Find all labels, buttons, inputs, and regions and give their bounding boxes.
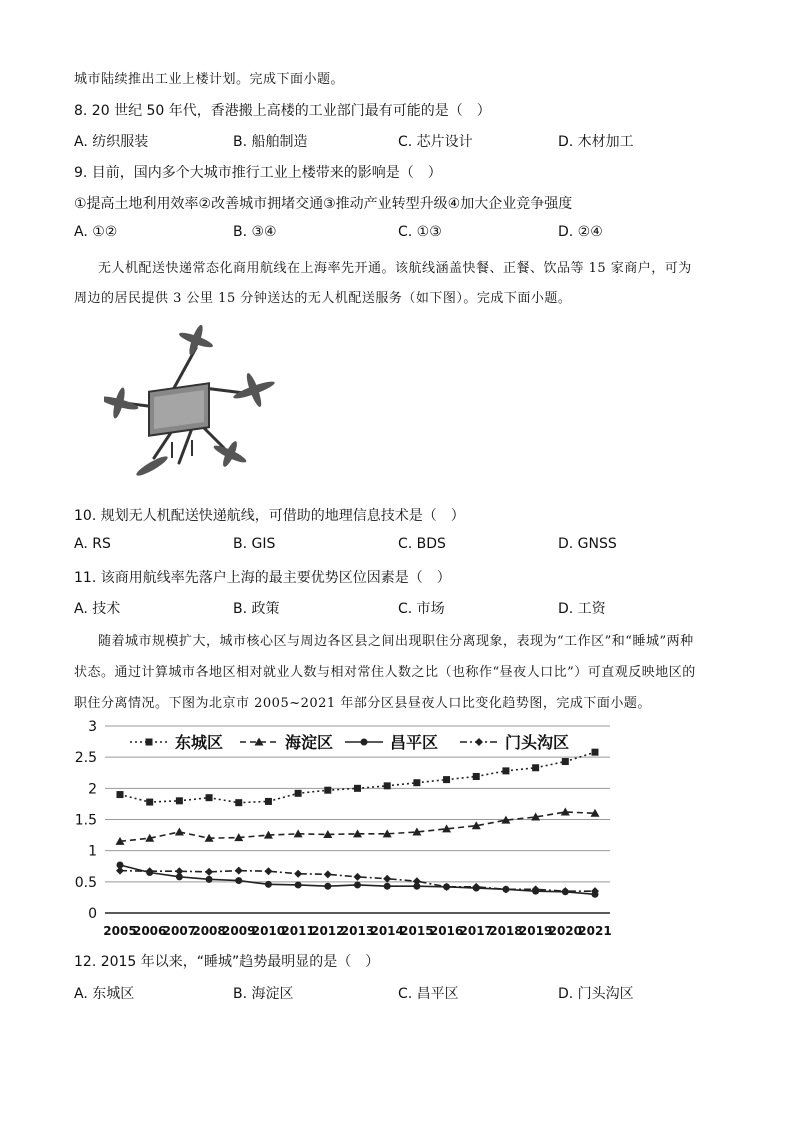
x-tick-label: 2008	[192, 924, 226, 938]
x-tick-label: 2006	[132, 924, 167, 938]
x-tick-label: 2019	[518, 924, 553, 938]
data-point	[354, 873, 362, 881]
q10-option-a[interactable]: A. RS	[74, 536, 111, 552]
data-point	[502, 885, 510, 893]
data-point	[176, 797, 183, 804]
data-point	[324, 870, 332, 878]
data-point	[235, 799, 242, 806]
drone-intro-line1: 无人机配送快递常态化商用航线在上海率先开通。该航线涵盖快餐、正餐、饮品等 15 家商户，可为	[98, 261, 692, 276]
q9-stem: 9. 目前，国内多个大城市推行工业上楼带来的影响是（ ）	[74, 165, 442, 181]
q9-option-d[interactable]: D. ②④	[558, 224, 603, 240]
data-point	[205, 868, 213, 876]
q9-statements: ①提高土地利用效率②改善城市拥堵交通③推动产业转型升级④加大企业竞争强度	[74, 196, 573, 212]
beijing-intro-line3: 职住分离情况。下图为北京市 2005~2021 年部分区县昼夜人口比变化趋势图，完成下面小题。	[74, 696, 651, 711]
data-point	[592, 749, 599, 756]
q10-stem: 10. 规划无人机配送快递航线，可借助的地理信息技术是（ ）	[74, 508, 465, 524]
data-point	[384, 782, 391, 789]
chart-series	[116, 749, 600, 898]
x-tick-label: 2009	[222, 924, 256, 938]
data-point	[473, 773, 480, 780]
q11-stem: 11. 该商用航线率先落户上海的最主要优势区位因素是（ ）	[74, 570, 451, 586]
x-tick-label: 2005	[103, 924, 137, 938]
x-tick-label: 2018	[489, 924, 523, 938]
y-tick-label: 2.5	[74, 750, 97, 767]
q8-option-c[interactable]: C. 芯片设计	[398, 134, 473, 150]
data-point	[562, 758, 569, 765]
q12-option-c[interactable]: C. 昌平区	[398, 986, 459, 1002]
x-tick-label: 2010	[251, 924, 286, 938]
legend-marker-2	[361, 739, 368, 746]
legend-label-1: 海淀区	[285, 733, 334, 752]
data-point	[264, 867, 272, 875]
data-point	[206, 794, 213, 801]
data-point	[175, 827, 184, 835]
data-point	[413, 877, 421, 885]
legend-label-0: 东城区	[175, 733, 224, 752]
chart-x-ticks	[103, 924, 611, 938]
intro-tail: 城市陆续推出工业上楼计划。完成下面小题。	[74, 72, 345, 87]
data-point	[265, 798, 272, 805]
x-tick-label: 2012	[311, 924, 345, 938]
delivery-drone-illustration	[104, 318, 290, 490]
q10-option-c[interactable]: C. BDS	[398, 536, 446, 552]
y-tick-label: 3	[88, 719, 97, 735]
data-point	[206, 876, 213, 883]
q8-option-b[interactable]: B. 船舶制造	[233, 134, 308, 150]
x-tick-label: 2013	[340, 924, 375, 938]
data-point	[235, 867, 243, 875]
q9-option-b[interactable]: B. ③④	[233, 224, 277, 240]
q9-option-c[interactable]: C. ①③	[398, 224, 442, 240]
data-point	[295, 790, 302, 797]
q9-option-a[interactable]: A. ①②	[74, 224, 118, 240]
q10-option-d[interactable]: D. GNSS	[558, 536, 617, 552]
legend-marker-3	[475, 738, 483, 746]
beijing-intro-line1: 随着城市规模扩大，城市核心区与周边各区县之间出现职住分离现象，表现为“工作区”和“睡城”两种	[98, 634, 694, 649]
y-tick-label: 1.5	[74, 812, 97, 829]
q12-option-d[interactable]: D. 门头沟区	[558, 986, 634, 1002]
chart-legend	[130, 733, 569, 752]
legend-label-2: 昌平区	[390, 733, 439, 752]
data-point	[384, 883, 391, 890]
data-point	[235, 877, 242, 884]
data-point	[354, 881, 361, 888]
legend-marker-0	[146, 739, 153, 746]
data-point	[324, 883, 331, 890]
x-tick-label: 2017	[459, 924, 493, 938]
data-point	[116, 867, 124, 875]
legend-label-3: 门头沟区	[505, 733, 570, 752]
data-point	[502, 767, 509, 774]
series-line-0	[120, 752, 595, 802]
x-tick-label: 2007	[162, 924, 197, 938]
beijing-intro-line2: 状态。通过计算城市各地区相对就业人数与相对常住人数之比（也称作“昼夜人口比”）可直观反映地区的	[74, 665, 696, 680]
data-point	[295, 881, 302, 888]
data-point	[443, 776, 450, 783]
chart-y-ticks	[75, 719, 97, 922]
x-tick-label: 2016	[429, 924, 464, 938]
x-tick-label: 2020	[548, 924, 583, 938]
x-tick-label: 2011	[281, 924, 315, 938]
q12-option-b[interactable]: B. 海淀区	[233, 986, 294, 1002]
data-point	[175, 867, 183, 875]
q12-option-a[interactable]: A. 东城区	[74, 986, 135, 1002]
q11-option-c[interactable]: C. 市场	[398, 601, 445, 617]
q11-option-b[interactable]: B. 政策	[233, 601, 280, 617]
data-point	[443, 883, 451, 891]
data-point	[265, 881, 272, 888]
y-tick-label: 0	[88, 906, 97, 922]
q8-option-a[interactable]: A. 纺织服装	[74, 134, 149, 150]
x-tick-label: 2015	[400, 924, 434, 938]
y-tick-label: 2	[88, 781, 97, 798]
data-point	[324, 787, 331, 794]
q11-option-d[interactable]: D. 工资	[558, 601, 606, 617]
data-point	[354, 785, 361, 792]
day-night-ratio-chart	[60, 712, 620, 944]
data-point	[117, 791, 124, 798]
q10-option-b[interactable]: B. GIS	[233, 536, 276, 552]
data-point	[561, 887, 569, 895]
q8-option-d[interactable]: D. 木材加工	[558, 134, 634, 150]
y-tick-label: 1	[88, 843, 97, 860]
x-tick-label: 2014	[370, 924, 404, 938]
data-point	[413, 779, 420, 786]
y-tick-label: 0.5	[74, 874, 97, 891]
x-tick-label: 2021	[578, 924, 612, 938]
drone-intro-line2: 周边的居民提供 3 公里 15 分钟送达的无人机配送服务（如下图）。完成下面小题。	[74, 291, 572, 306]
q12-stem: 12. 2015 年以来，“睡城”趋势最明显的是（ ）	[74, 954, 380, 970]
data-point	[294, 870, 302, 878]
q8-stem: 8. 20 世纪 50 年代，香港搬上高楼的工业部门最有可能的是（ ）	[74, 103, 491, 119]
data-point	[532, 764, 539, 771]
q11-option-a[interactable]: A. 技术	[74, 601, 121, 617]
data-point	[146, 799, 153, 806]
